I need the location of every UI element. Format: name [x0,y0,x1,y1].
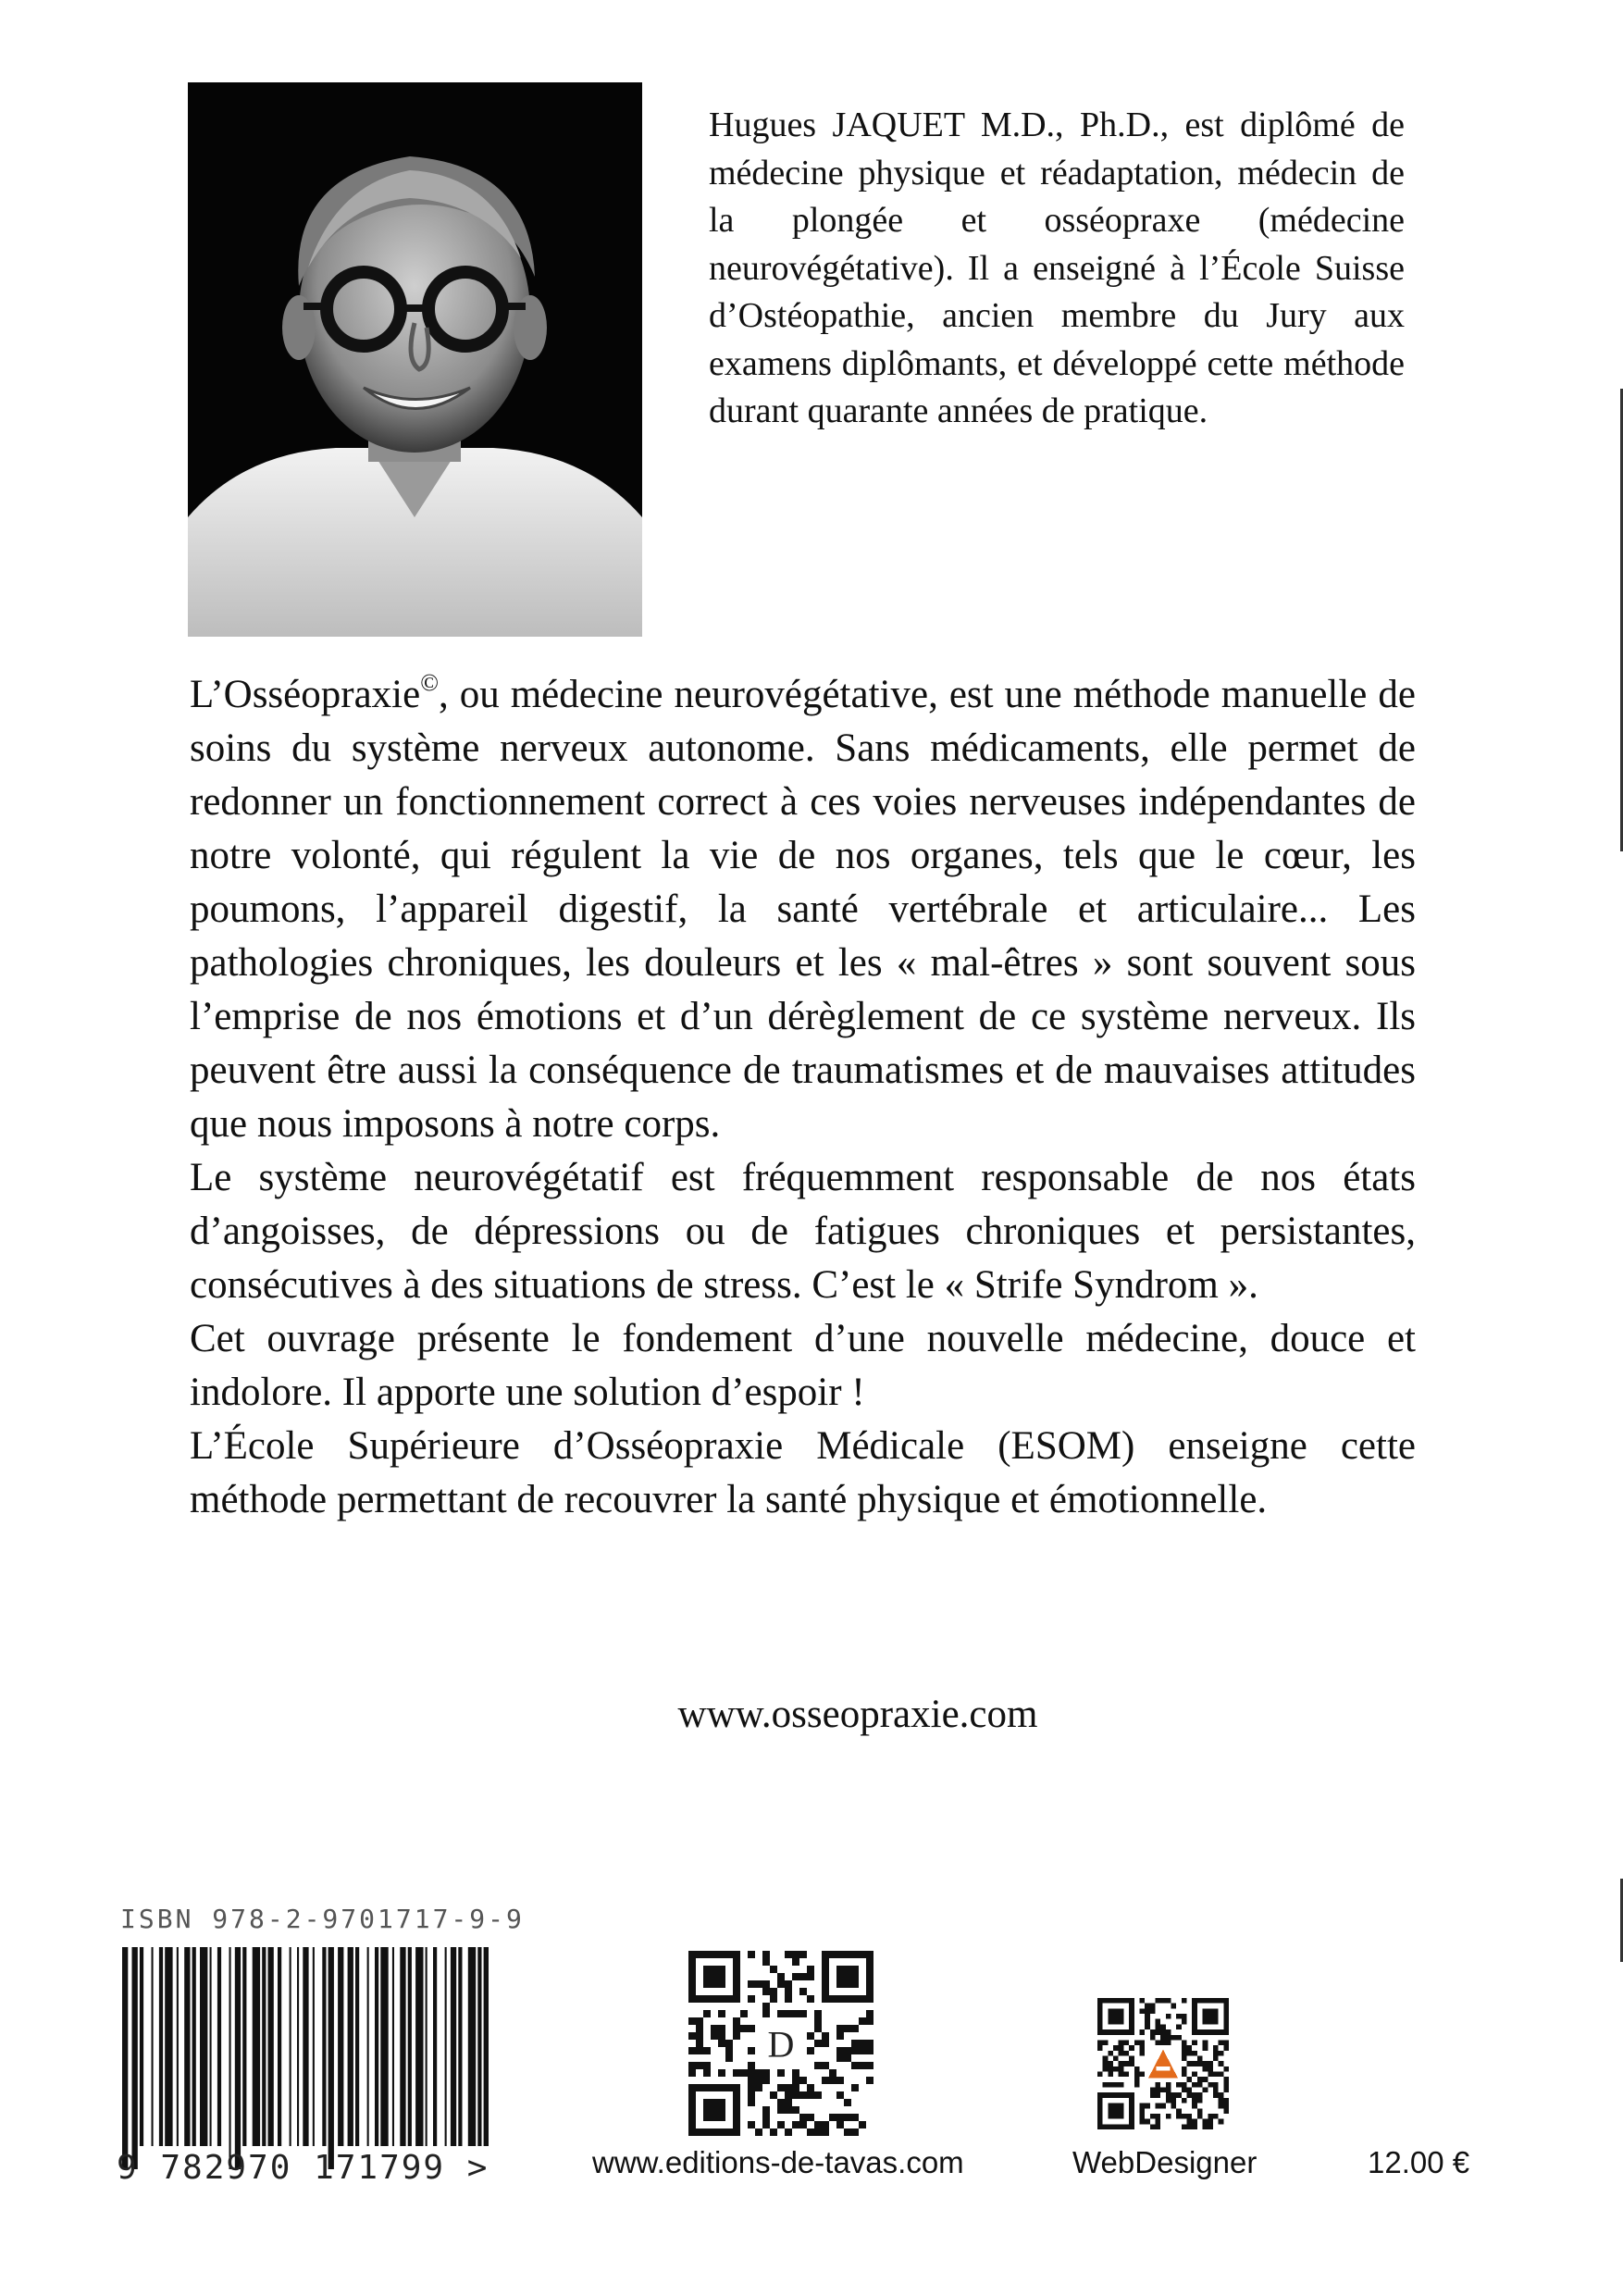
description-paragraph-1-text: , ou médecine neurovégétative, est une méthode manuelle de soins du système nerveux autonome. Sans médicaments, elle permet de redonner un fonctionnement correct à ces voies nerveuses indépendantes de notre volonté, qui régulent la vie de nos organes, tels que le cœur, les poumons, l’appareil digestif, la santé vertébrale et articulaire... Les pathologies chroniques, les douleurs et les « mal-êtres » sont souvent sous l’emprise de nos émotions et d’un dérèglement de ce système nerveux. Ils peuvent être aussi la conséquence de traumatismes et de mauvaises attitudes que nous imposons à notre corps. [190,673,1416,1146]
description-paragraph-3: Cet ouvrage présente le fondement d’une nouvelle médecine, douce et indolore. Il apporte une solution d’espoir ! [190,1317,1416,1414]
author-bio: Hugues JAQUET M.D., Ph.D., est diplômé de médecine physique et réadaptation, médecin de la plongée et osséopraxe (médecine neurovégétative). Il a enseigné à l’École Suisse d’Ostéopathie, ancien membre du Jury aux examens diplômants, et développé cette méthode durant quarante années de pratique. [709,105,1405,430]
osseopraxie-term: L’Osséopraxie [190,673,421,716]
webdesigner-label: WebDesigner [1072,2145,1258,2179]
svg-text:D: D [767,2023,795,2066]
description-paragraph-2: Le système neurovégétatif est fréquemment responsable de nos états d’angoisses, de dépressions ou de fatigues chroniques et persistantes, consécutives à des situations de stress. C’est le « Strife Syndrom ». [190,1156,1416,1307]
author-photo [188,82,642,637]
description-paragraph-1 [190,668,1416,1151]
website-link[interactable]: www.osseopraxie.com [677,1693,1038,1736]
author-portrait-icon [188,82,642,637]
designer-qr-code-icon [1097,1998,1229,2129]
book-description [190,668,1416,1527]
publisher-url[interactable]: www.editions-de-tavas.com [592,2145,964,2179]
publisher-qr-code-icon [688,1951,873,2136]
isbn-label: ISBN 978-2-9701717-9-9 [120,1904,525,1934]
isbn-barcode-icon [118,1947,489,2169]
barcode-digits: 9 782970 171799 > [117,2149,489,2187]
description-paragraph-4: L’École Supérieure d’Osséopraxie Médicale (ESOM) enseigne cette méthode permettant de recouvrer la santé physique et émotionnelle. [190,1424,1416,1521]
price-label: 12.00 € [1368,2145,1470,2179]
copyright-mark: © [420,669,439,696]
